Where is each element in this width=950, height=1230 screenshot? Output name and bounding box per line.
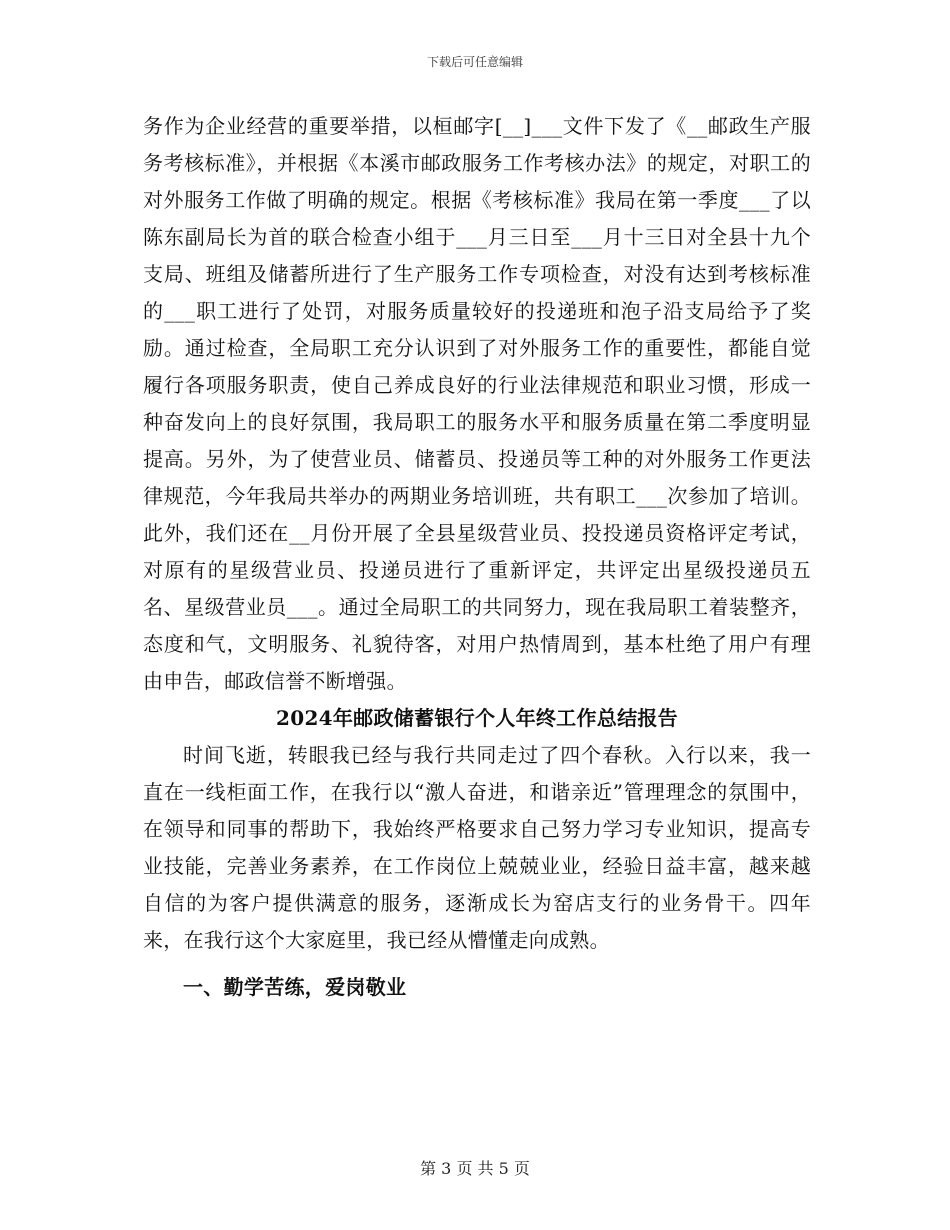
section-one-heading: 一、勤学苦练，爱岗敬业	[183, 975, 407, 999]
page-header: 下载后可任意编辑	[426, 55, 523, 69]
document-body	[143, 108, 811, 1006]
intro-paragraph: 时间飞逝，转眼我已经与我行共同走过了四个春秋。入行以来，我一直在一线柜面工作，在我行以“激人奋进，和谐亲近”管理理念的氛围中，在领导和同事的帮助下，我始终严格要求自己努力学习专业知识，提高专业技能，完善业务素养，在工作岗位上兢兢业业，经验日益丰富，越来越自信的为客户提供满意的服务，逐渐成长为窑店支行的业务骨干。四年来，在我行这个大家庭里，我已经从懵懂走向成熟。	[143, 743, 811, 952]
continued-paragraph: 务作为企业经营的重要举措，以桓邮字[__]___文件下发了《__邮政生产服务考核标准》，并根据《本溪市邮政服务工作考核办法》的规定，对职工的对外服务工作做了明确的规定。根据《考核标准》我局在第一季度___了以陈东副局长为首的联合检查小组于___月三日至___月十三日对全县十九个支局、班组及储蓄所进行了生产服务工作专项检查，对没有达到考核标准的___职工进行了处罚，对服务质量较好的投递班和泡子沿支局给予了奖励。通过检查，全局职工充分认识到了对外服务工作的重要性，都能自觉履行各项服务职责，使自己养成良好的行业法律规范和职业习惯，形成一种奋发向上的良好氛围，我局职工的服务水平和服务质量在第二季度明显提高。另外，为了使营业员、储蓄员、投递员等工种的对外服务工作更法律规范，今年我局共举办的两期业务培训班，共有职工___次参加了培训。此外，我们还在__月份开展了全县星级营业员、投投递员资格评定考试，对原有的星级营业员、投递员进行了重新评定，共评定出星级投递员五名、星级营业员___。通过全局职工的共同努力，现在我局职工着装整齐，态度和气，文明服务、礼貌待客，对用户热情周到，基本杜绝了用户有理由申告，邮政信誉不断增强。	[143, 114, 811, 693]
page-number-footer: 第 3 页 共 5 页	[420, 1159, 530, 1178]
report-title: 2024年邮政储蓄银行个人年终工作总结报告	[276, 706, 678, 730]
